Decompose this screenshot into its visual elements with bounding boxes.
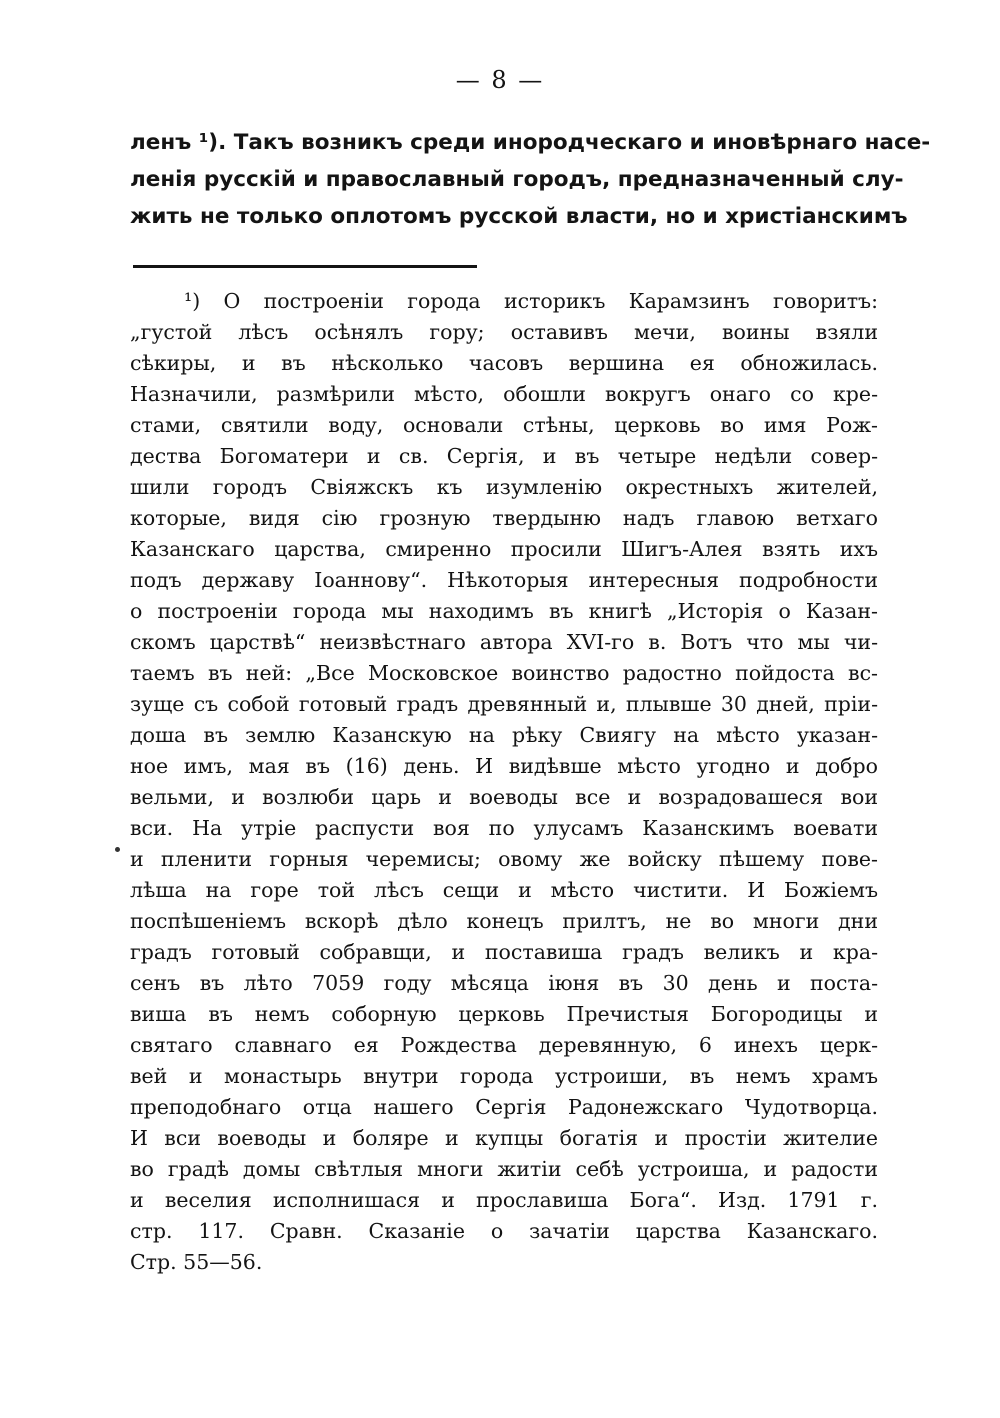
- footnote-line: Стр. 55—56.: [130, 1250, 263, 1274]
- footnote-line: стами, святили воду, основали стѣны, церковь во имя Рож-: [130, 413, 878, 437]
- footnote-line: сенъ въ лѣто 7059 году мѣсяца іюня въ 30 день и поста-: [130, 971, 878, 995]
- footnote-line: преподобнаго отца нашего Сергія Радонежскаго Чудотворца.: [130, 1095, 878, 1119]
- footnote-line: дества Богоматери и св. Сергія, и въ четыре недѣли совер-: [130, 444, 878, 468]
- footnote-line: доша въ землю Казанскую на рѣку Свиягу на мѣсто указан-: [130, 723, 878, 747]
- footnote-line: вей и монастырь внутри города устроиши, въ немъ храмъ: [130, 1064, 878, 1088]
- footnote-line: ¹) О построеніи города историкъ Карамзинъ говоритъ:: [184, 289, 878, 313]
- footnote-line: вси. На утріе распусти воя по улусамъ Казанскимъ воевати: [130, 816, 878, 840]
- footnote-line: градъ готовый собравщи, и поставиша градъ великъ и кра-: [130, 940, 878, 964]
- footnote-line: шили городъ Свіяжскъ къ изумленію окрестныхъ жителей,: [130, 475, 878, 499]
- footnote-line: зуще съ собой готовый градъ древянный и, плывше 30 дней, пріи-: [130, 692, 878, 716]
- footnote-line: и веселия исполнишася и прославиша Бога“. Изд. 1791 г.: [130, 1188, 878, 1212]
- footnote-line: во градѣ домы свѣтлыя многи житіи себѣ устроиша, и радости: [130, 1157, 878, 1181]
- footnote-block: [130, 286, 878, 1278]
- footnote-line: о построеніи города мы находимъ въ книгѣ „Исторія о Казан-: [130, 599, 878, 623]
- footnote-line: святаго славнаго ея Рождества деревянную, 6 инехъ церк-: [130, 1033, 878, 1057]
- footnote-separator: [133, 265, 477, 268]
- footnote-line: и пленити горныя черемисы; овому же войску пѣшему пове-: [130, 847, 878, 871]
- footnote-line: ное имъ, мая въ (16) день. И видѣвше мѣсто угодно и добро: [130, 754, 878, 778]
- footnote-line: вельми, и возлюби царь и воеводы все и возрадовашеся вои: [130, 785, 878, 809]
- footnote-line: которые, видя сію грозную твердыню надъ главою ветхаго: [130, 506, 878, 530]
- footnote-line: Назначили, размѣрили мѣсто, обошли вокругъ онаго со кре-: [130, 382, 878, 406]
- footnote-line: скомъ царствѣ“ неизвѣстнаго автора XVI-го в. Вотъ что мы чи-: [130, 630, 878, 654]
- margin-dot-mark: [115, 847, 120, 852]
- footnote-line: И вси воеводы и боляре и купцы богатія и простіи жителие: [130, 1126, 878, 1150]
- footnote-line: поспѣшеніемъ вскорѣ дѣло конецъ прилтъ, не во многи дни: [130, 909, 878, 933]
- footnote-line: подъ державу Іоаннову“. Нѣкоторыя интересныя подробности: [130, 568, 878, 592]
- main-text-block: [130, 124, 931, 235]
- footnote-line: Казанскаго царства, смиренно просили Шигъ-Алея взять ихъ: [130, 537, 878, 561]
- footnote-line: „густой лѣсъ осѣнялъ гору; оставивъ мечи, воины взяли: [130, 320, 878, 344]
- footnote-line: таемъ въ ней: „Все Московское воинство радостно пойдоста вс-: [130, 661, 878, 685]
- footnote-line: стр. 117. Сравн. Сказаніе о зачатіи царства Казанскаго.: [130, 1219, 878, 1243]
- footnote-line: лѣша на горе той лѣсъ сещи и мѣсто чистити. И Божіемъ: [130, 878, 878, 902]
- footnote-line: виша въ немъ соборную церковь Пречистыя Богородицы и: [130, 1002, 878, 1026]
- main-text-line: ленъ ¹). Такъ возникъ среди инородческаго и иновѣрнаго насе-: [130, 130, 931, 155]
- main-text-line: жить не только оплотомъ русской власти, но и христіанскимъ: [130, 204, 908, 229]
- page-number: — 8 —: [455, 66, 545, 94]
- footnote-line: сѣкиры, и въ нѣсколько часовъ вершина ея обножилась.: [130, 351, 878, 375]
- main-text-line: ленія русскій и православный городъ, предназначенный слу-: [130, 167, 904, 192]
